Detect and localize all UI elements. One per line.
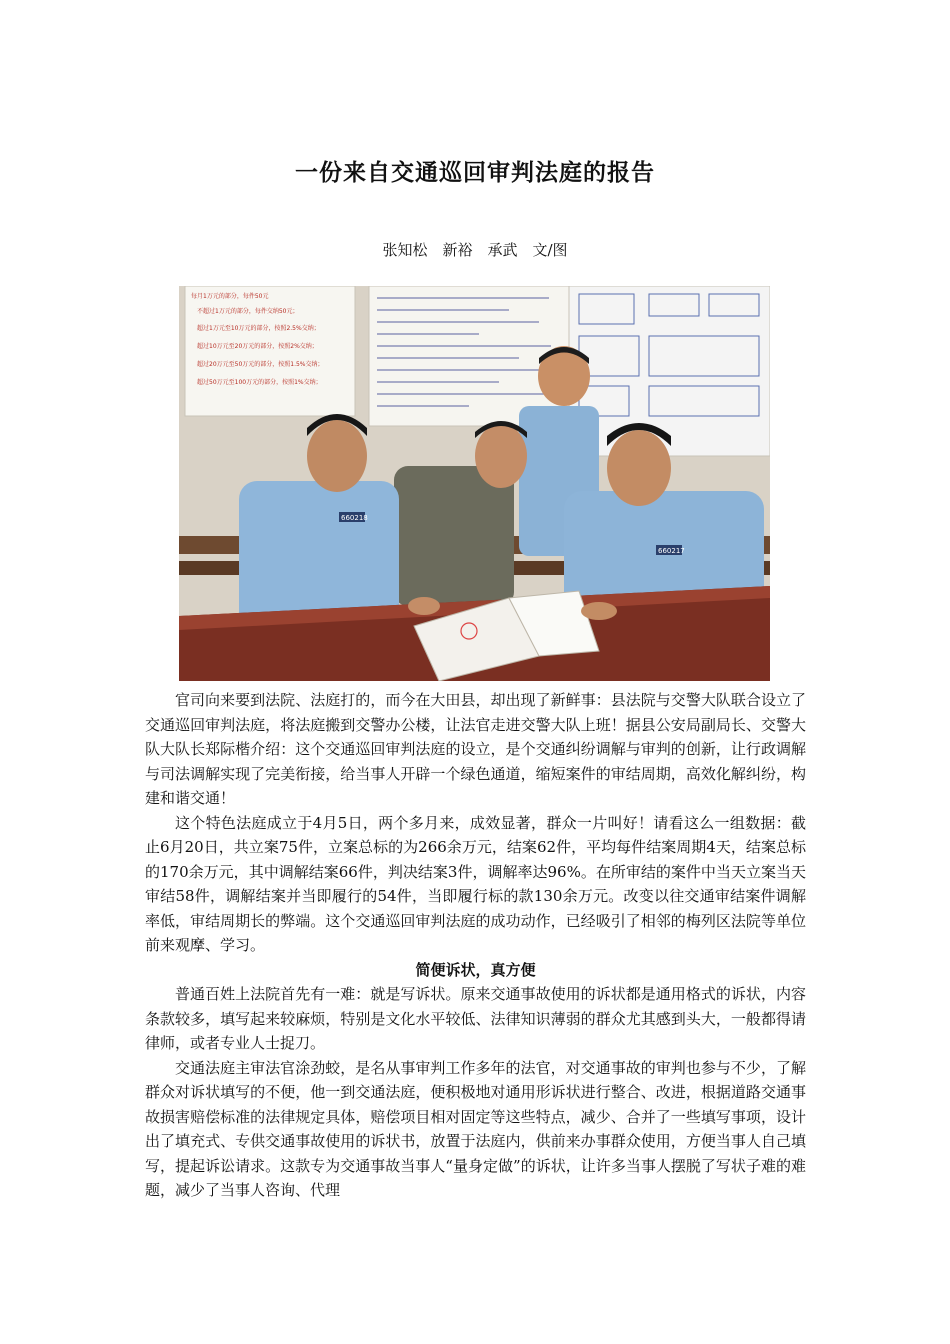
paragraph-3: 普通百姓上法院首先有一难：就是写诉状。原来交通事故使用的诉状都是通用格式的诉状，内容条款较多，填写起来较麻烦，特别是文化水平较低、法律知识薄弱的群众尤其感到头大，一般都得请律师，或者专业人士捉刀。 bbox=[145, 985, 806, 1052]
article-byline: 张知松 新裕 承武 文/图 bbox=[382, 241, 568, 259]
poster-line-1: 每月1万元的部分，每件50元 bbox=[191, 293, 269, 300]
poster-line-5: 超过20万元至50万元的部分，按照1.5%交纳； bbox=[197, 361, 324, 368]
paragraph-4: 交通法庭主审法官涂劲蛟，是名从事审判工作多年的法官，对交通事故的审判也参与不少，了解群众对诉状填写的不便，他一到交通法庭，便积极地对通用形诉状进行整合、改进，根据道路交通事故损害赔偿标准的法律规定具体，赔偿项目相对固定等这些特点，减少、合并了一些填写事项，设计出了填充式、专供交通事故使用的诉状书，放置于法庭内，供前来办事群众使用，方便当事人自己填写，提起诉讼请求。这款专为交通事故当事人“量身定做”的诉状，让许多当事人摆脱了写状子难的难题，减少了当事人咨询、代理 bbox=[145, 1058, 806, 1199]
poster-line-3: 超过1万元至10万元的部分，按照2.5%交纳； bbox=[197, 325, 320, 332]
badge-right: 660217 bbox=[658, 547, 685, 555]
badge-left: 660218 bbox=[341, 514, 368, 522]
poster-line-4: 超过10万元至20万元的部分，按照2%交纳； bbox=[197, 343, 318, 350]
poster-line-2: 不超过1万元的部分，每件交纳50元； bbox=[197, 308, 299, 315]
paragraph-2: 这个特色法庭成立于4月5日，两个多月来，成效显著，群众一片叫好！请看这么一组数据：截止6月20日，共立案75件，立案总标的为266余万元，结案62件，平均每件结案周期4天，结案总标的170余万元，其中调解结案66件，判决结案3件，调解率达96%。在所审结的案件中当天立案当天审结58件，调解结案并当即履行的54件，当即履行标的款130余万元。改变以往交通审结案件调解率低，审结周期长的弊端。这个交通巡回审判法庭的成功动作，已经吸引了相邻的梅列区法院等单位前来观摩、学习。 bbox=[145, 813, 806, 954]
article-body bbox=[145, 688, 806, 1203]
poster-line-6: 超过50万元至100万元的部分，按照1%交纳； bbox=[197, 379, 322, 386]
section-heading: 简便诉状，真方便 bbox=[415, 960, 536, 979]
article-photo bbox=[179, 286, 770, 681]
article-title: 一份来自交通巡回审判法庭的报告 bbox=[295, 159, 655, 186]
paragraph-1: 官司向来要到法院、法庭打的，而今在大田县，却出现了新鲜事：县法院与交警大队联合设立了交通巡回审判法庭，将法庭搬到交警办公楼，让法官走进交警大队上班！据县公安局副局长、交警大队大队长郑际楷介绍：这个交通巡回审判法庭的设立，是个交通纠纷调解与审判的创新，让行政调解与司法调解实现了完美衔接，给当事人开辟一个绿色通道，缩短案件的审结周期，高效化解纠纷，构建和谐交通！ bbox=[145, 691, 806, 807]
photo-illustration bbox=[179, 286, 770, 681]
